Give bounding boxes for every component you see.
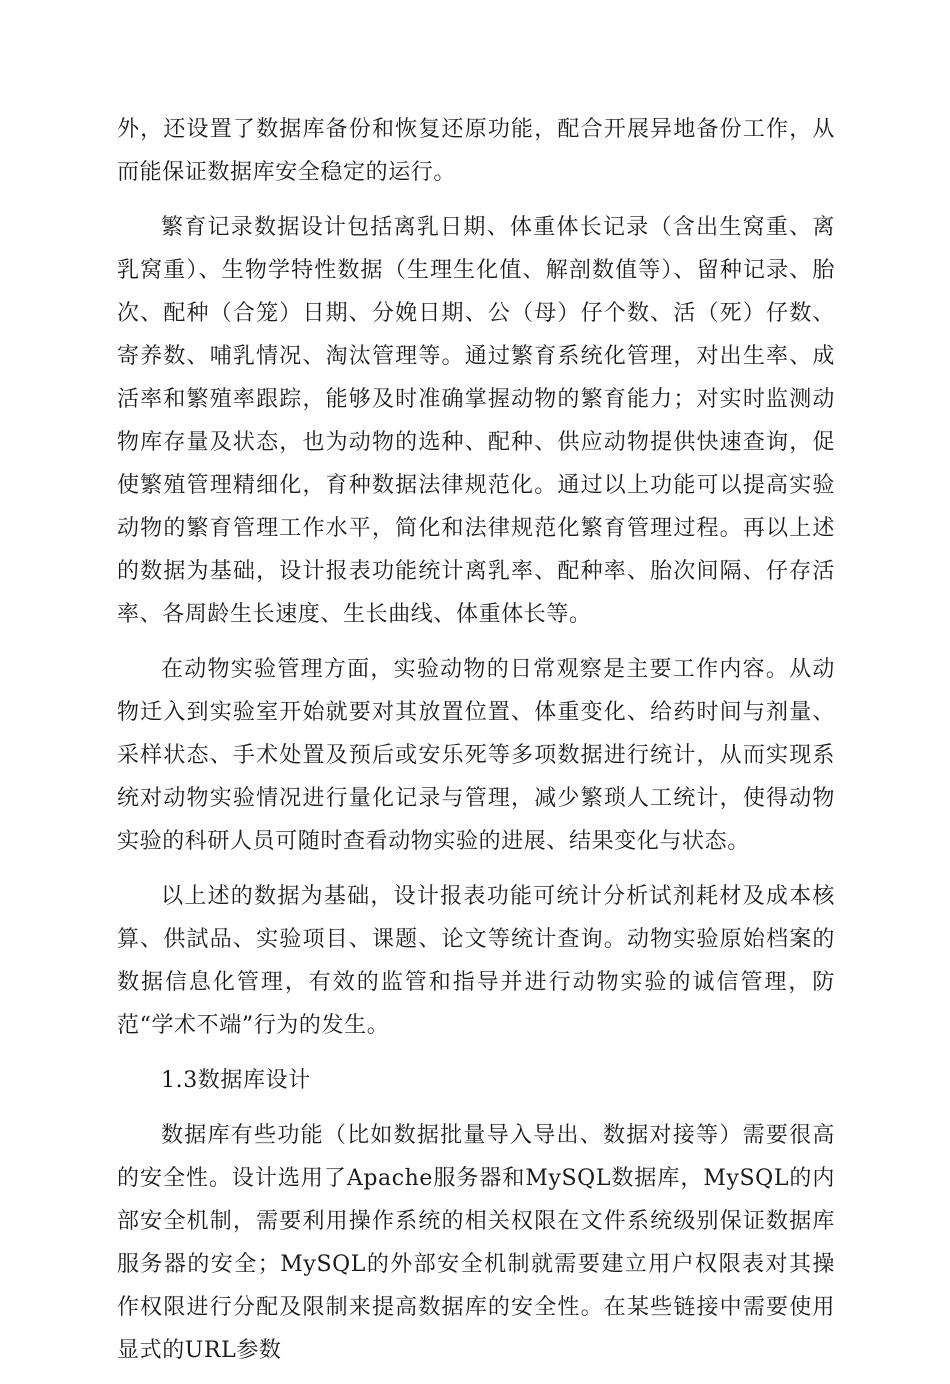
paragraph-continued: 外，还设置了数据库备份和恢复还原功能，配合开展异地备份工作，从而能保证数据库安全稳定的运行。 <box>117 117 835 185</box>
paragraph-report-functions: 以上述的数据为基础，设计报表功能可统计分析试剂耗材及成本核算、供試品、实验项目、课题、论文等统计查询。动物实验原始档案的数据信息化管理，有效的监管和指导并进行动物实验的诚信管理，防范“学术不端”行为的发生。 <box>117 884 835 1038</box>
section-heading: 1.3数据库设计 <box>161 1068 311 1093</box>
paragraph-database-design: 数据库有些功能（比如数据批量导入导出、数据对接等）需要很高的安全性。设计选用了Apache服务器和MySQL数据库，MySQL的内部安全机制，需要利用操作系统的相关权限在文件系统级别保证数据库服务器的安全；MySQL的外部安全机制就需要建立用户权限表对其操作权限进行分配及限制来提高数据库的安全性。在某些链接中需要使用显式的URL参数 <box>117 1123 835 1363</box>
document-body <box>117 108 835 1384</box>
paragraph-breeding-records: 繁育记录数据设计包括离乳日期、体重体长记录（含出生窝重、离乳窝重）、生物学特性数据（生理生化值、解剖数值等）、留种记录、胎次、配种（合笼）日期、分娩日期、公（母）仔个数、活（死）仔数、寄养数、哺乳情况、淘汰管理等。通过繁育系统化管理，对出生率、成活率和繁殖率跟踪，能够及时准确掌握动物的繁育能力；对实时监测动物库存量及状态，也为动物的选种、配种、供应动物提供快速查询，促使繁殖管理精细化，育种数据法律规范化。通过以上功能可以提高实验动物的繁育管理工作水平，简化和法律规范化繁育管理过程。再以上述的数据为基础，设计报表功能统计离乳率、配种率、胎次间隔、仔存活率、各周龄生长速度、生长曲线、体重体长等。 <box>117 215 835 627</box>
paragraph-animal-experiment-management: 在动物实验管理方面，实验动物的日常观察是主要工作内容。从动物迁入到实验室开始就要对其放置位置、体重变化、给药时间与剂量、采样状态、手术处置及预后或安乐死等多项数据进行统计，从而实现系统对动物实验情况进行量化记录与管理，减少繁琐人工统计，使得动物实验的科研人员可随时查看动物实验的进展、结果变化与状态。 <box>117 657 835 854</box>
